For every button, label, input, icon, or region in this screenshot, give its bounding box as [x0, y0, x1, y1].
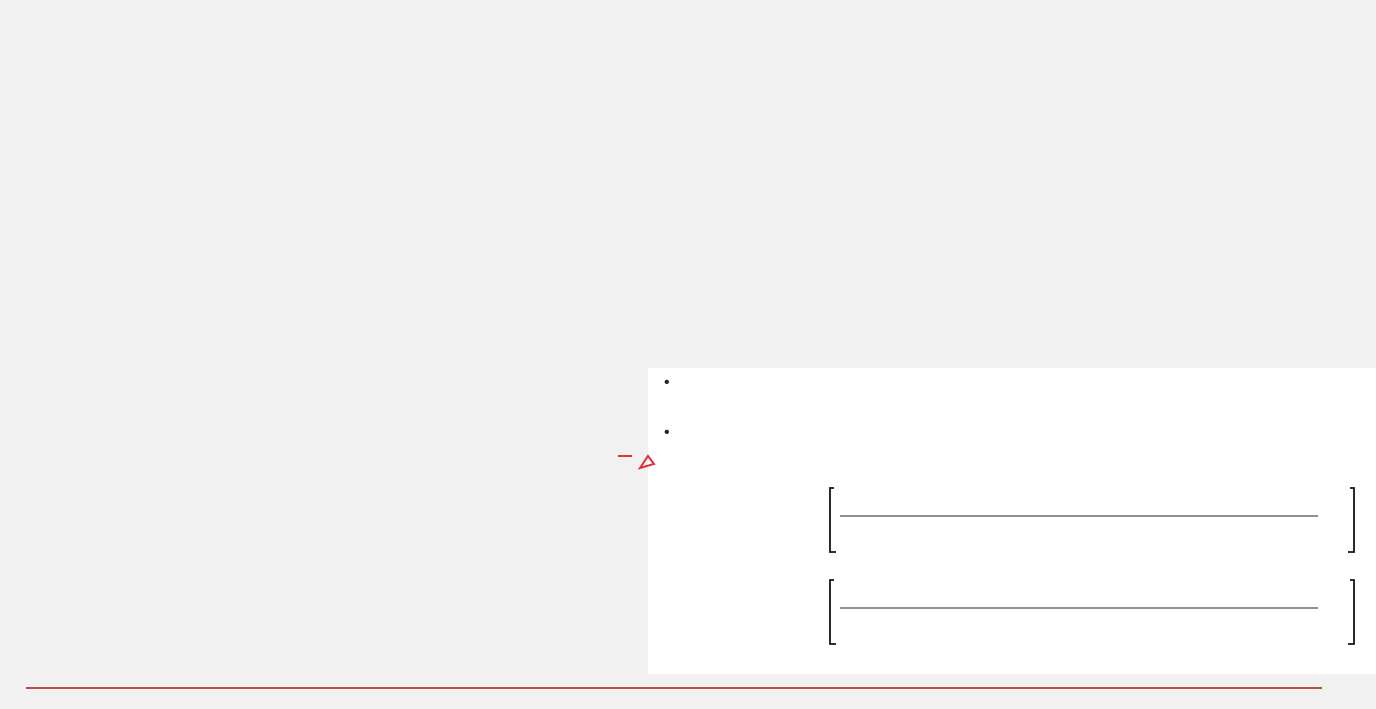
annot-padding-mark	[618, 456, 654, 468]
footer-rule	[26, 687, 1322, 689]
output-shape-bullet: •	[664, 424, 670, 441]
input-shape-bullet: •	[664, 374, 670, 391]
